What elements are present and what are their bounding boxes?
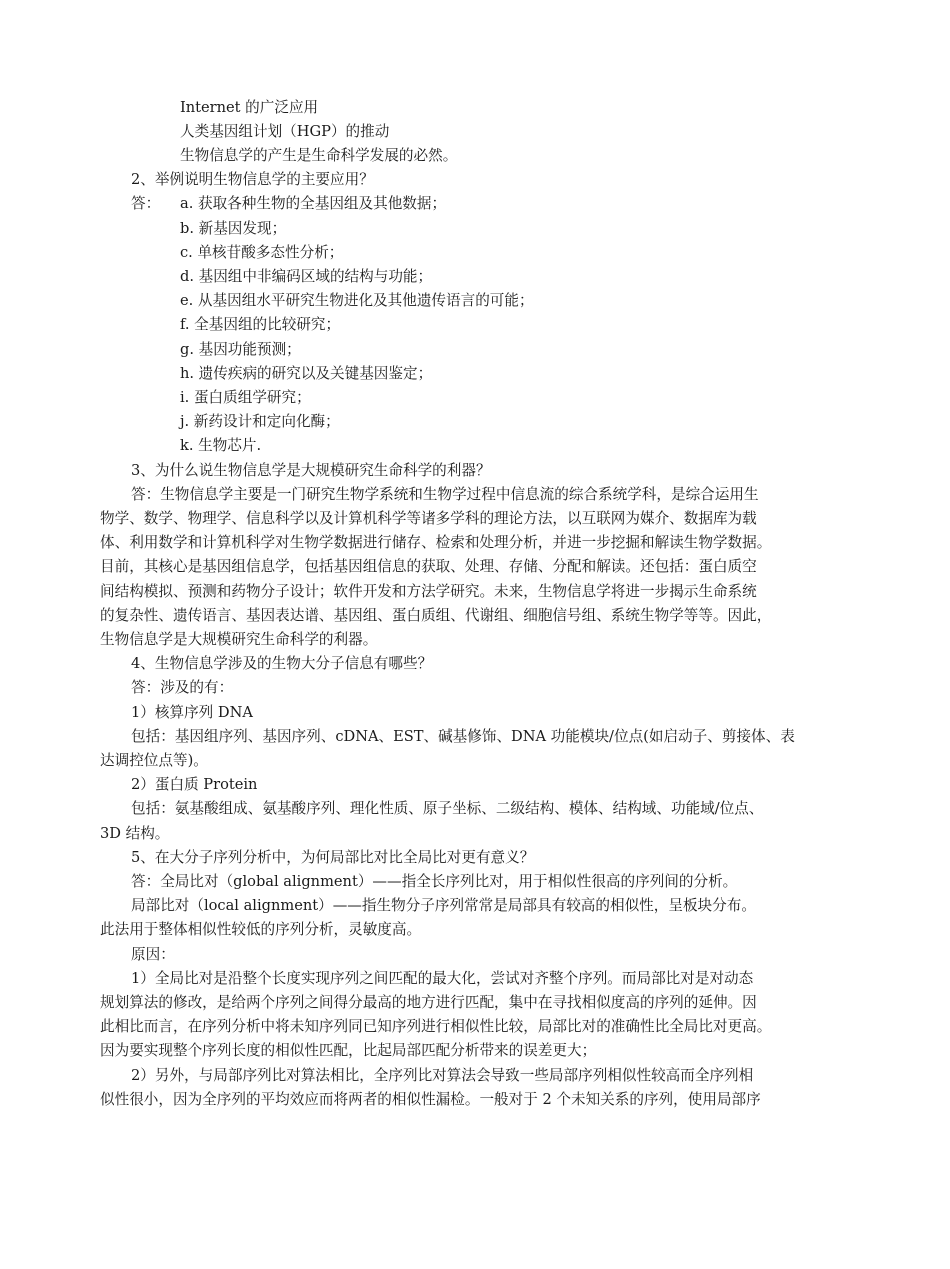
text-line: 间结构模拟、预测和药物分子设计；软件开发和方法学研究。未来，生物信息学将进一步揭示生命系统 (100, 583, 757, 600)
text-line: f. 全基因组的比较研究； (180, 316, 341, 333)
text-line: 局部比对（local alignment）——指生物分子序列常常是局部具有较高的相似性，呈板块分布。 (131, 897, 756, 914)
text-line: 答： (131, 195, 161, 212)
text-line: 的复杂性、遗传语言、基因表达谱、基因组、蛋白质组、代谢组、细胞信号组、系统生物学等等。因此， (100, 607, 772, 624)
text-line: 1）全局比对是沿整个长度实现序列之间匹配的最大化，尝试对齐整个序列。而局部比对是对动态 (131, 970, 754, 987)
text-line: 3、为什么说生物信息学是大规模研究生命科学的利器？ (131, 462, 491, 479)
text-line: 原因： (131, 946, 175, 963)
text-line: 包括：基因组序列、基因序列、cDNA、EST、碱基修饰、DNA 功能模块/位点(如启动子、剪接体、表 (131, 728, 795, 745)
text-line: 1）核算序列 DNA (131, 704, 253, 721)
text-line: 2、举例说明生物信息学的主要应用？ (131, 171, 374, 188)
text-line: 包括：氨基酸组成、氨基酸序列、理化性质、原子坐标、二级结构、模体、结构域、功能域/位点、 (131, 800, 764, 817)
text-line: 人类基因组计划（HGP）的推动 (180, 123, 390, 140)
text-line: k. 生物芯片. (180, 437, 262, 454)
text-line: 5、在大分子序列分析中，为何局部比对比全局比对更有意义？ (131, 849, 535, 866)
text-line: h. 遗传疾病的研究以及关键基因鉴定； (180, 365, 433, 382)
text-line: 生物信息学的产生是生命科学发展的必然。 (180, 147, 458, 164)
text-line: 答：涉及的有： (131, 679, 234, 696)
text-line: 2）另外，与局部序列比对算法相比，全序列比对算法会导致一些局部序列相似性较高而全序列相 (131, 1067, 754, 1084)
text-line: d. 基因组中非编码区域的结构与功能； (180, 268, 433, 285)
text-line: Internet 的广泛应用 (180, 99, 319, 116)
text-line: 此相比而言，在序列分析中将未知序列同已知序列进行相似性比较，局部比对的准确性比全局比对更高。 (100, 1018, 772, 1035)
text-line: e. 从基因组水平研究生物进化及其他遗传语言的可能； (180, 292, 534, 309)
text-line: 目前，其核心是基因组信息学，包括基因组信息的获取、处理、存储、分配和解读。还包括：蛋白质空 (100, 558, 757, 575)
text-line: g. 基因功能预测； (180, 341, 301, 358)
text-line: 生物信息学是大规模研究生命科学的利器。 (100, 631, 378, 648)
text-line: 2）蛋白质 Protein (131, 776, 258, 793)
text-line: a. 获取各种生物的全基因组及其他数据； (180, 195, 447, 212)
text-line: j. 新药设计和定向化酶； (180, 413, 340, 430)
text-line: c. 单核苷酸多态性分析； (180, 244, 344, 261)
text-line: 因为要实现整个序列长度的相似性匹配，比起局部匹配分析带来的误差更大； (100, 1042, 597, 1059)
text-line: 答：全局比对（global alignment）——指全长序列比对，用于相似性很高的序列间的分析。 (131, 873, 738, 890)
text-line: 物学、数学、物理学、信息科学以及计算机科学等诸多学科的理论方法，以互联网为媒介、数据库为载 (100, 510, 757, 527)
text-line: 体、利用数学和计算机科学对生物学数据进行储存、检索和处理分析，并进一步挖掘和解读生物学数据。 (100, 534, 772, 551)
text-line: 答：生物信息学主要是一门研究生物学系统和生物学过程中信息流的综合系统学科，是综合运用生 (131, 486, 759, 503)
text-line: 3D 结构。 (100, 825, 170, 842)
text-line: i. 蛋白质组学研究； (180, 389, 311, 406)
text-line: 似性很小，因为全序列的平均效应而将两者的相似性漏检。一般对于 2 个未知关系的序列，使用局部序 (100, 1091, 761, 1108)
text-line: 4、生物信息学涉及的生物大分子信息有哪些？ (131, 655, 433, 672)
text-line: 规划算法的修改，是给两个序列之间得分最高的地方进行匹配，集中在寻找相似度高的序列的延伸。因 (100, 994, 757, 1011)
text-line: b. 新基因发现； (180, 220, 287, 237)
text-line: 达调控位点等)。 (100, 752, 208, 769)
text-line: 此法用于整体相似性较低的序列分析，灵敏度高。 (100, 921, 422, 938)
